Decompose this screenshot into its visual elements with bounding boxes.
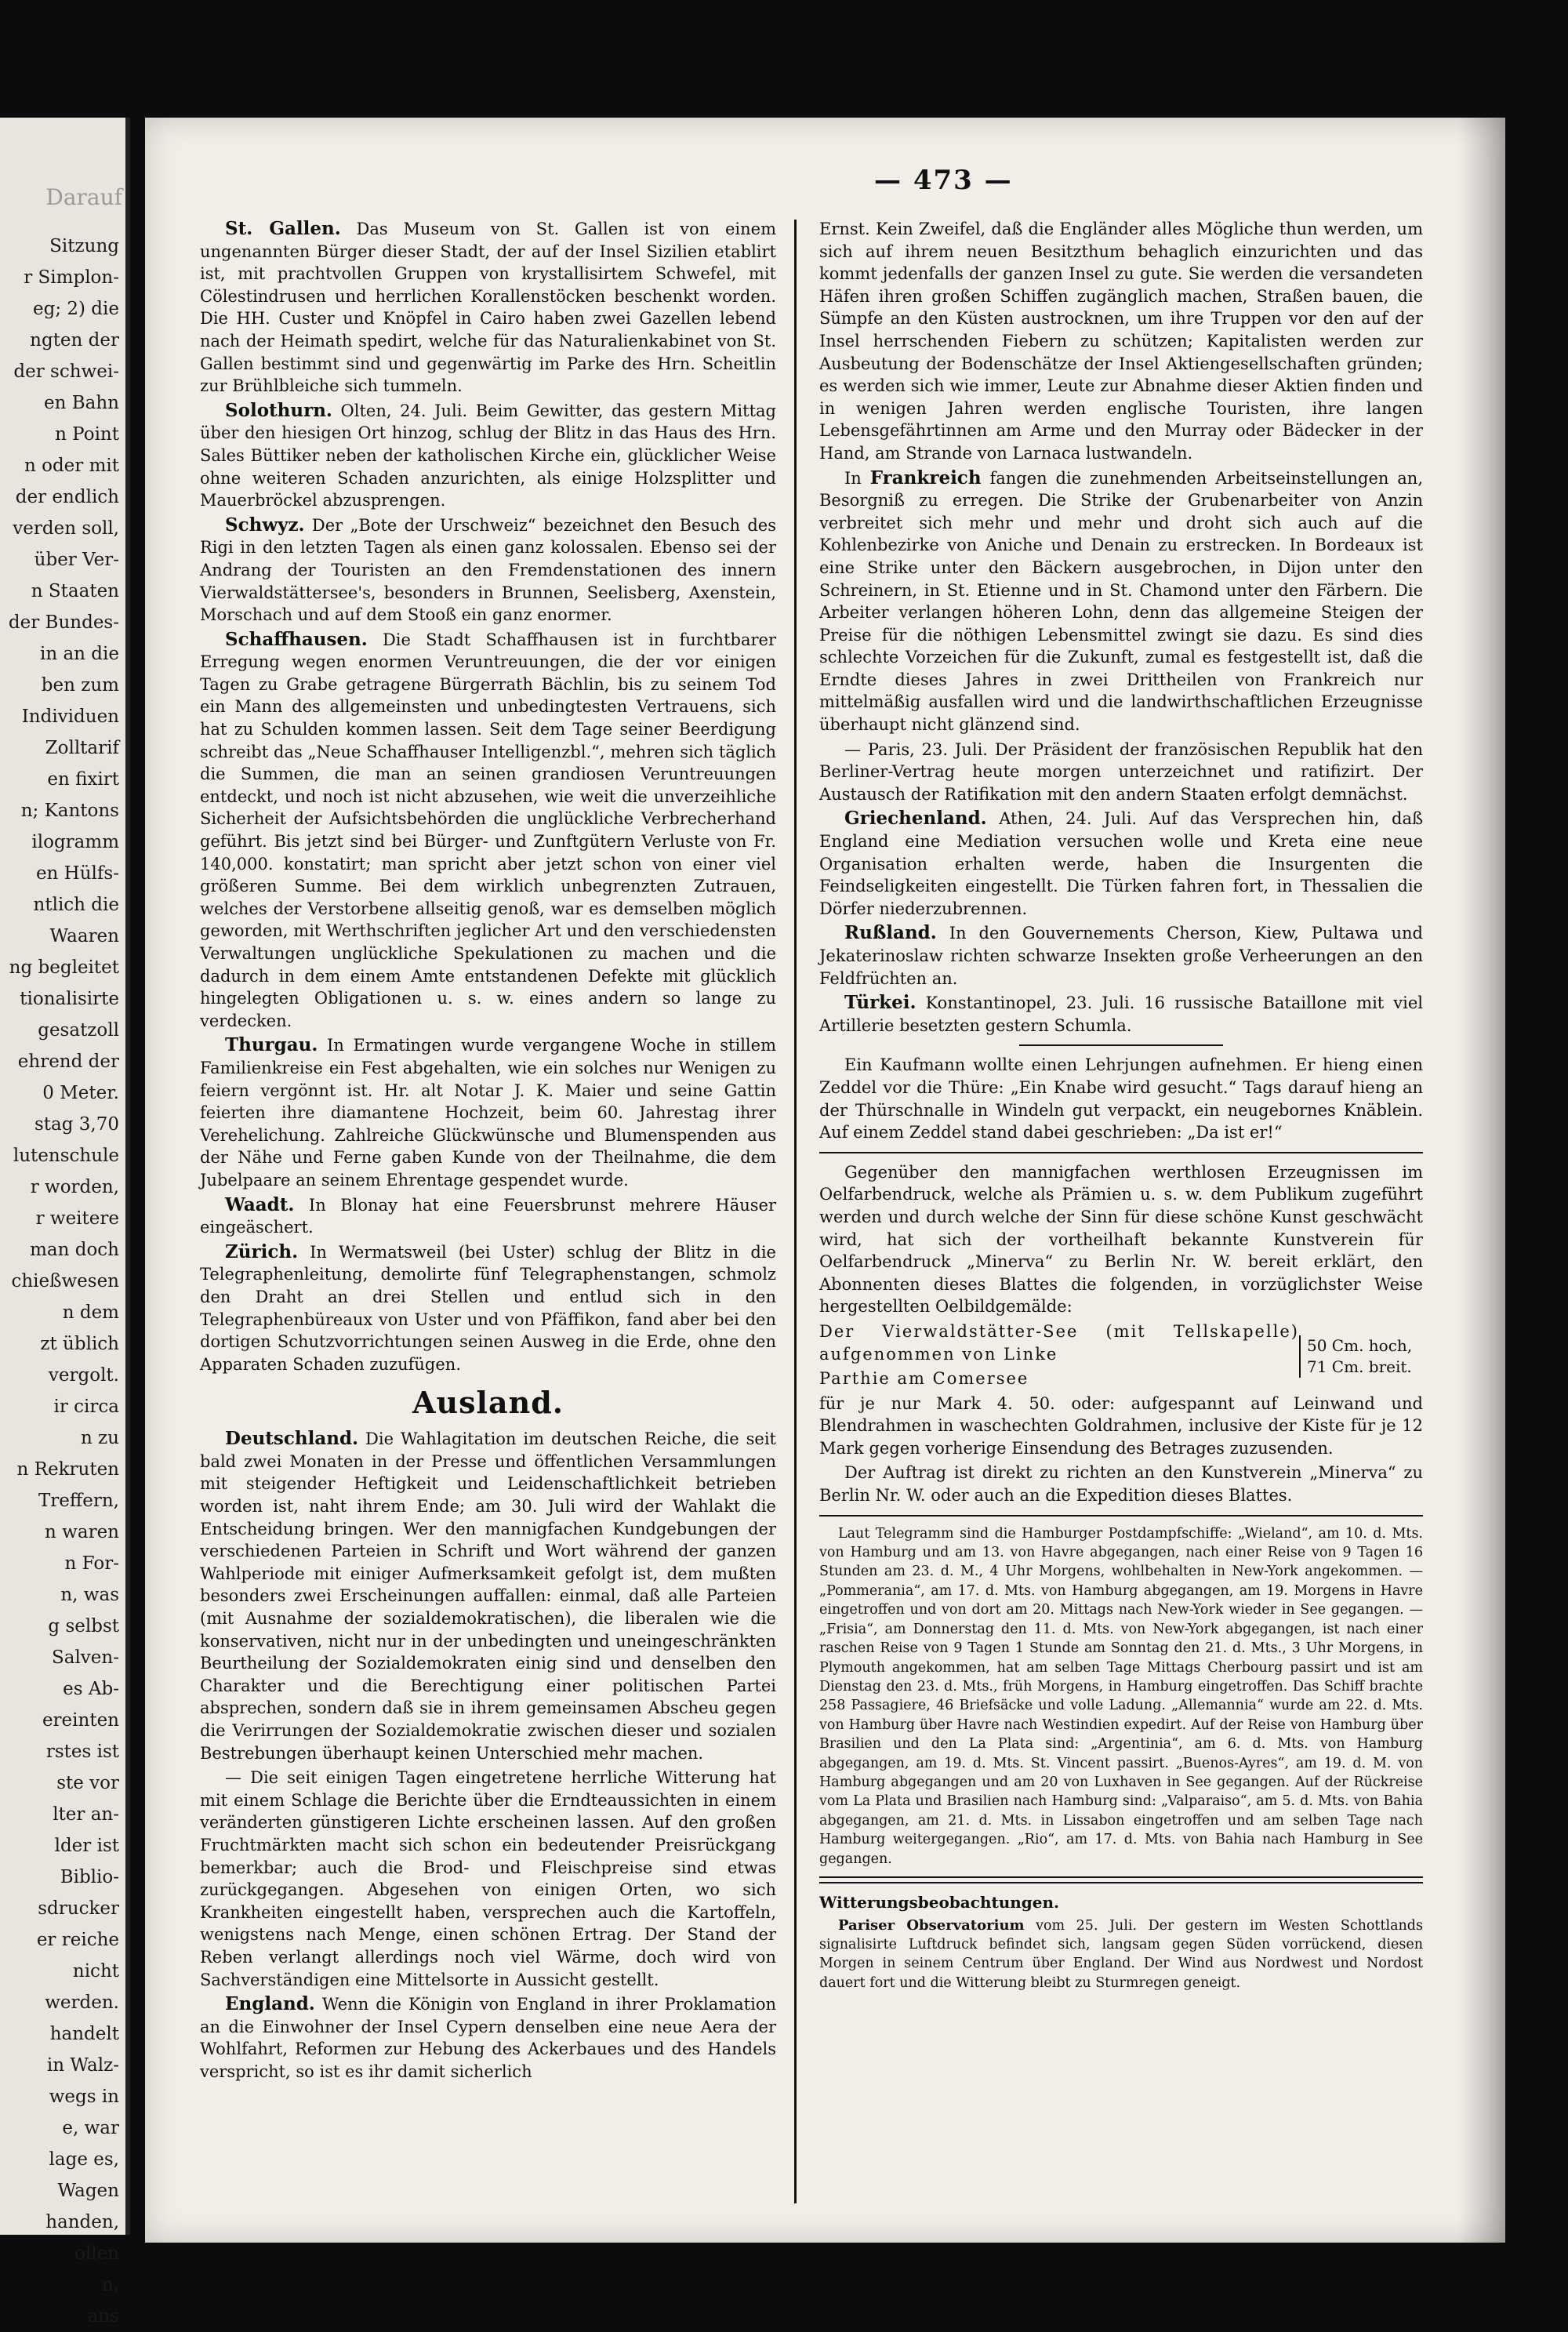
article-schwyz: Schwyz. Der „Bote der Urschweiz“ bezeichnet den Besuch des Rigi in den letzten Tagen als einen ganz kolossalen. Ebenso sei der Andrang der Touristen an den Fremdenstationen des innern Vierwaldstättersee's, besonders in Brunnen, Seelisberg, Axenstein, Morschach und auf dem Stooß ein ganz enormer. [200, 514, 776, 625]
facing-page-line: vergolt. [48, 1365, 119, 1386]
article-griechenland: Griechenland. Athen, 24. Juli. Auf das Versprechen hin, daß England eine Mediation versuchen wolle und Kreta eine neue Organisation erhalten werde, haben die Insurgenten die Feindseligkeiten eingestellt. Die Türken fahren fort, in Thessalien die Dörfer niederzubrennen. [819, 808, 1423, 918]
facing-page-line: ereinten [42, 1710, 119, 1731]
article-england-continued: Ernst. Kein Zweifel, daß die Engländer alles Mögliche thun werden, um sich auf ihrem neuen Besitzthum behaglich einzurichten und das kommt jedenfalls der ganzen Insel zu gute. Sie werden die versandeten Häfen ihren großen Schiffen zugänglich machen, Straßen bauen, die Sümpfe an den Küsten austrocknen, um ihre Truppen vor den auf der Insel herrschenden Fiebern zu schützen; Kapitalisten werden zur Ausbeutung der Bodenschätze der Insel Aktiengesellschaften gründen; es werden sich wie immer, Leute zur Abnahme dieser Aktien finden und in wenigen Jahren werden englische Touristen, ihre langen Lebensgefährtinnen am Arme und den Murray oder Bädecker in der Hand, am Strande von Larnaca lustwandeln. [819, 220, 1423, 463]
facing-page-line: der endlich [15, 487, 119, 507]
right-column [819, 218, 1423, 1995]
separator-rule [1019, 1044, 1223, 1046]
article-waadt: Waadt. In Blonay hat eine Feuersbrunst mehrere Häuser eingeäschert. [200, 1193, 776, 1237]
facing-page-line: der Bundes- [8, 612, 119, 633]
weather-title: Witterungsbeobachtungen. [819, 1892, 1060, 1912]
facing-page-line: Wagen [57, 2181, 119, 2201]
facing-page-line: Individuen [21, 707, 119, 727]
facing-page-line: ste vor [56, 1773, 119, 1793]
facing-page-line: verden soll, [13, 518, 119, 539]
facing-page-line: gesatzoll [38, 1020, 119, 1041]
article-thurgau: Thurgau. In Ermatingen wurde vergangene Woche in stillem Familienkreise ein Fest abgehalten, wie ein solches nur Wenigen zu feiern vergönnt ist. Hr. alt Notar J. K. Maier und seine Gattin feierten ihre diamantene Hochzeit, beim 60. Jahrestag ihrer Verehelichung. Zahlreiche Glückwünsche und Blumenspenden aus der Nähe und Ferne gaben Kunde von der Theilnahme, die dem Jubelpaare an seinem Ehrentage gespendet wurde. [200, 1034, 776, 1190]
facing-page-line: n zu [80, 1428, 119, 1448]
separator-rule [819, 1152, 1423, 1153]
facing-page-line: lage es, [49, 2149, 119, 2170]
facing-page-line: ilogramm [31, 832, 119, 852]
facing-page-line: über Ver- [34, 550, 119, 570]
facing-page-line: ehrend der [17, 1052, 119, 1072]
facing-page-line: Sitzung [49, 236, 119, 256]
advert-price: für je nur Mark 4. 50. oder: aufgespannt auf Leinwand und Blendrahmen in waschechten Goldrahmen, inclusive der Kiste für je 12 Mark gegen vorherige Einsendung des Betrages zuzusenden. [819, 1393, 1423, 1458]
facing-page-line: r weitere [35, 1208, 119, 1229]
facing-page-line: ng begleitet [9, 957, 119, 978]
article-russland: Rußland. In den Gouvernements Cherson, Kiew, Pultawa und Jekaterinoslaw richten schwarze Insekten große Verheerungen an den Feldfrüchten an. [819, 922, 1423, 988]
facing-page-line: zt üblich [40, 1334, 119, 1354]
facing-page-line: rstes ist [45, 1742, 119, 1762]
article-deutschland: Deutschland. Die Wahlagitation im deutschen Reiche, die seit bald zwei Monaten in der Presse und öffentlichen Versammlungen mit steigender Heftigkeit und Leidenschaftlichkeit betrieben worden ist, naht ihrem Ende; am 30. Juli wird der Wahlakt die Entscheidung bringen. Wer den mannigfachen Kundgebungen der verschiedenen Parteien in Schrift und Wort während der ganzen Wahlperiode mit einiger Aufmerksamkeit gefolgt ist, dem mußten besonders zwei Erscheinungen auffallen: einmal, daß alle Parteien (mit Ausnahme der sozialdemokratischen), die liberalen wie die konservativen, nicht nur in der unbedingten und uneingeschränkten Beurtheilung der Sozialdemokraten einig sind und denselben den Charakter und die Berechtigung einer politischen Partei absprechen, sondern daß sie in ihrem gemeinsamen Abscheu gegen die Verirrungen der Sozialdemokratie zwischen dieser und sozialen Bestrebungen überhaupt keinen Unterschied mehr machen. [200, 1428, 776, 1763]
facing-page-line: stag 3,70 [34, 1114, 119, 1135]
article-st-gallen: St. Gallen. Das Museum von St. Gallen ist von einem ungenannten Bürger dieser Stadt, der auf der Insel Sizilien etablirt ist, mit prachtvollen Gruppen von krystallisirtem Schwefel, mit Cölestindrusen und herrlichen Korallenstöcken beschenkt worden. Die HH. Custer und Knöpfel in Cairo haben zwei Gazellen lebend nach der Heimath spedirt, welche für das Naturalienkabinet von St. Gallen bestimmt sind und gegenwärtig im Parke des Hrn. Scheitlin zur Brühlbleiche sich tummeln. [200, 218, 776, 396]
weather-report: Pariser Observatorium vom 25. Juli. Der gestern im Westen Schottlands signalisirte Luftdruck befindet sich, langsam gegen Süden vorrückend, diesen Morgen in seinem Centrum über England. Der Wind aus Nordwest und Nordost dauert fort und die Witterung bleibt zu Sturmregen geneigt. [819, 1916, 1423, 1991]
facing-page-line: n, was [60, 1585, 119, 1605]
advert-size: 50 Cm. hoch, 71 Cm. breit. [1299, 1335, 1423, 1378]
facing-page-line: man doch [30, 1240, 119, 1260]
facing-page-line: nicht [72, 1961, 119, 1981]
facing-page-line: Waaren [49, 926, 119, 946]
facing-page-line: en Hülfs- [35, 863, 119, 884]
advert-item-2: Parthie am Comersee [819, 1369, 1029, 1389]
article-england: England. Wenn die Königin von England in ihrer Proklamation an die Einwohner der Insel Cypern denselben eine neue Aera der Wohlfahrt, Reformen zur Hebung des Ackerbaues und des Handels verspricht, so ist es ihr damit sicherlich [200, 1993, 777, 2081]
advert-intro: Gegenüber den mannigfachen werthlosen Erzeugnissen im Oelfarbendruck, welche als Prämien u. s. w. dem Publikum zugeführt werden und durch welche der Sinn für diese schöne Kunst geschwächt wird, hat sich der vortheilhaft bekannte Kunstverein für Oelfarbendruck „Minerva“ zu Berlin Nr. W. bereit erklärt, den Abonnenten dieses Blattes die folgenden, in vorzüglichster Weise hergestellten Oelbildgemälde: [819, 1162, 1423, 1317]
facing-page-line: lder ist [54, 1836, 119, 1856]
facing-page-header: Darauf [45, 184, 122, 210]
facing-page-line: en fixirt [47, 769, 119, 790]
facing-page-line: e, war [62, 2118, 119, 2138]
facing-page-line: sdrucker [38, 1898, 119, 1919]
facing-page-line: n Staaten [31, 581, 119, 601]
facing-page-line: ollen [74, 2243, 119, 2264]
facing-page-line: n, [101, 2275, 119, 2295]
separator-rule [819, 1515, 1423, 1517]
left-column [200, 218, 776, 2086]
facing-page-line: n For- [64, 1553, 119, 1574]
facing-page-line: wegs in [49, 2087, 119, 2107]
facing-page-line: handen, [45, 2212, 119, 2232]
facing-page-line: n; Kantons [20, 801, 119, 821]
article-paris: — Paris, 23. Juli. Der Präsident der französischen Republik hat den Berliner-Vertrag heute morgen unterzeichnet und ratifizirt. Der Austausch der Ratifikation mit den andern Staaten erfolgt demnächst. [819, 739, 1423, 804]
advert-item-1: Der Vierwaldstätter-See (mit Tellskapelle) aufgenommen von Linke [819, 1321, 1299, 1364]
article-schaffhausen: Schaffhausen. Die Stadt Schaffhausen ist in furchtbarer Erregung wegen enormen Veruntreuungen, die der vor einigen Tagen zu Grabe getragene Bürgerrath Bächlin, bis zu seinem Tod ein Mann des allgemeinsten und unbedingtesten Vertrauens, sich hat zu Schulden kommen lassen. Seit dem Tage seiner Beerdigung schreibt das „Neue Schaffhauser Intelligenzbl.“, mehren sich täglich die Summen, die man an seinen grandiosen Veruntreuungen entdeckt, und noch ist nicht abzusehen, wie weit die unverzeihliche Sicherheit der Aufsichtsbehörden die unglückliche Verbrecherhand geführt. Bis jetzt sind bei Bürger- und Zunftgütern Verluste von Fr. 140,000. konstatirt; man spricht aber jetzt schon von einer viel größeren Summe. Bei dem wirklich unbegrenzten Zutrauen, welches der Verstorbene allseitig genoß, war es demselben möglich geworden, mit Werthschriften jeglicher Art und den verschiedensten Verwaltungen unglückliche Spekulationen zu machen und die dadurch in dem einem Amte entstandenen Defekte mit glücklich hingelegten Obligationen u. s. w. eines andern so lange zu verdecken. [200, 628, 776, 1030]
column-divider [794, 220, 797, 2203]
facing-page-line: n Point [55, 424, 119, 445]
facing-page-line: Salven- [51, 1647, 119, 1668]
facing-page-line: en Bahn [44, 393, 119, 413]
facing-page-line: lutenschule [13, 1146, 119, 1166]
facing-page-line: ngten der [30, 330, 119, 351]
article-frankreich: In Frankreich fangen die zunehmenden Arbeitseinstellungen an, Besorgniß zu erregen. Die Strike der Grubenarbeiter von Anzin verbreitet sich mehr und mehr und droht sich auch auf die Kohlenbezirke von Aniche und Denain zu erstrecken. In Bordeaux ist eine Strike unter den Bäckern ausgebrochen, in Dijon unter den Schreinern, in St. Etienne und in St. Chamond unter den Färbern. Die Arbeiter verlangen höheren Lohn, denn das allgemeine Steigen der Preise für die nöthigen Lebensmittel zwingt sie dazu. Es sind dies schlechte Vorzeichen für die Zukunft, zumal es festgestellt ist, daß die Erndte dieses Jahres in zwei Drittheilen von Frankreich nur mittelmäßig ausfallen wird und die landwirthschaftlichen Erzeugnisse überhaupt nicht glänzend sind. [819, 467, 1423, 735]
facing-page-line: r Simplon- [24, 267, 119, 288]
facing-page-line: ben zum [41, 675, 119, 696]
facing-page-line: n oder mit [24, 456, 119, 476]
article-deutschland-2: — Die seit einigen Tagen eingetretene herrliche Witterung hat mit einem Schlage die Berichte über die Erndteaussichten in einem veränderten günstigeren Lichte erscheinen lassen. Auf den großen Fruchtmärkten macht sich schon ein bedeutender Preisrückgang bemerkbar; auch die Brod- und Fleischpreise sind etwas zurückgegangen. Abgesehen von einigen Orten, wo sich Krankheiten eingestellt haben, versprechen auch die Kartoffeln, wenigstens nach Menge, einen schönen Ertrag. Der Stand der Reben verlangt allerdings noch viel Wärme, doch wird von Sachverständigen eine Mittelsorte in Aussicht gestellt. [200, 1768, 776, 1989]
facing-page-line: in Walz- [46, 2055, 119, 2076]
facing-page-line: n dem [62, 1302, 119, 1323]
advert-order: Der Auftrag ist direkt zu richten an den Kunstverein „Minerva“ zu Berlin Nr. W. oder auch an die Expedition dieses Blattes. [819, 1463, 1423, 1506]
facing-page-line: tionalisirte [20, 989, 119, 1009]
facing-page-strip [0, 118, 130, 2327]
article-zuerich: Zürich. In Wermatsweil (bei Uster) schlug der Blitz in die Telegraphenleitung, demolirte fünf Telegraphenstangen, schmolz den Draht an drei Stellen und entlud sich in den Telegraphenbüreaux von Uster und von Pfäffikon, fand aber bei den dortigen Schutzvorrichtungen seinen Ausweg in die Erde, ohne den Apparaten Schaden zuzufügen. [200, 1240, 776, 1374]
anecdote: Ein Kaufmann wollte einen Lehrjungen aufnehmen. Er hieng einen Zeddel vor die Thüre: „Ein Knabe wird gesucht.“ Tags darauf hieng an der Thürschnalle in Windeln gut verpackt, ein neugebornes Knäblein. Auf einem Zeddel stand dabei geschrieben: „Da ist er!“ [819, 1055, 1423, 1142]
facing-page-line: ans [87, 2306, 119, 2327]
article-tuerkei: Türkei. Konstantinopel, 23. Juli. 16 russische Bataillone mit viel Artillerie besetzten gestern Schumla. [819, 992, 1423, 1035]
separator-double-rule [819, 1876, 1423, 1883]
facing-page-line: in an die [39, 644, 119, 664]
facing-page-line: ntlich die [33, 895, 119, 915]
facing-page-line: lter an- [53, 1804, 119, 1825]
article-solothurn: Solothurn. Olten, 24. Juli. Beim Gewitter, das gestern Mittag über den hiesigen Ort hinzog, schlug der Blitz in das Haus des Hrn. Sales Büttiker neben der katholischen Kirche ein, glücklicher Weise ohne weiteren Schaden anzurichten, als einige Holzsplitter und Mauerbröckel abzusprengen. [200, 399, 776, 510]
facing-page-line: er reiche [36, 1930, 119, 1950]
advert-items [819, 1320, 1423, 1393]
facing-page-line: ir circa [53, 1397, 119, 1417]
facing-page-line: werden. [45, 1992, 119, 2013]
facing-page-line: chießwesen [11, 1271, 119, 1291]
facing-page-line: Zolltarif [45, 738, 119, 758]
facing-page-line: Biblio- [60, 1867, 119, 1887]
facing-page-line: n Rekruten [16, 1459, 119, 1480]
facing-page-line: n waren [45, 1522, 119, 1542]
facing-page-line: 0 Meter. [42, 1083, 119, 1103]
telegram-notice: Laut Telegramm sind die Hamburger Postdampfschiffe: „Wieland“, am 10. d. Mts. von Hamburg und am 13. von Havre abgegangen, nach einer Reise von 9 Tagen 16 Stunden am 23. d. M., 4 Uhr Morgens, wohlbehalten in New-York angekommen. — „Pommerania“, am 17. d. Mts. von Hamburg abgegangen, am 19. Morgens in Havre eingetroffen und von dort am 20. Mittags nach New-York wieder in See gegangen. — „Frisia“, am Donnerstag den 11. d. Mts. von New-York abgegangen, ist nach einer raschen Reise von 9 Tagen 1 Stunde am Sonntag den 21. d. Mts., 3 Uhr Morgens, in Plymouth angekommen, hat am selben Tage Mittags Cherbourg passirt und ist am Dienstag den 23. d. Mts., früh Morgens, in Hamburg eingetroffen. Das Schiff brachte 258 Passagiere, 46 Briefsäcke und volle Ladung. „Allemannia“ wurde am 22. d. Mts. von Hamburg über Havre nach Westindien expedirt. Auf der Reise von Hamburg über Brasilien und den La Plata sind: „Argentinia“, am 6. d. Mts. von Hamburg abgegangen, am 19. d. Mts. St. Vincent passirt. „Buenos-Ayres“, am 19. d. M. von Hamburg abgegangen und am 20 von Luxhaven in See gegangen. Auf der Rückreise vom La Plata und Brasilien nach Hamburg sind: „Valparaiso“, am 5. d. Mts. von Bahia abgegangen, am 21. d. Mts. in Lissabon eingetroffen und am selben Tage nach Hamburg weitergegangen. „Rio“, am 17. d. Mts. von Bahia nach Hamburg in See gegangen. [819, 1525, 1423, 1867]
facing-page-line: es Ab- [63, 1679, 119, 1699]
facing-page-line: der schwei- [13, 361, 119, 382]
facing-page-line: g selbst [48, 1616, 119, 1636]
facing-page-line: Treffern, [38, 1491, 119, 1511]
newspaper-page [145, 118, 1505, 2243]
page-number: — 473 — [874, 165, 1013, 196]
facing-page-text [0, 231, 125, 2332]
facing-page-line: handelt [49, 2024, 119, 2044]
facing-page-line: r worden, [30, 1177, 119, 1197]
facing-page-line: eg; 2) die [32, 299, 119, 319]
section-title-ausland: Ausland. [412, 1385, 564, 1421]
